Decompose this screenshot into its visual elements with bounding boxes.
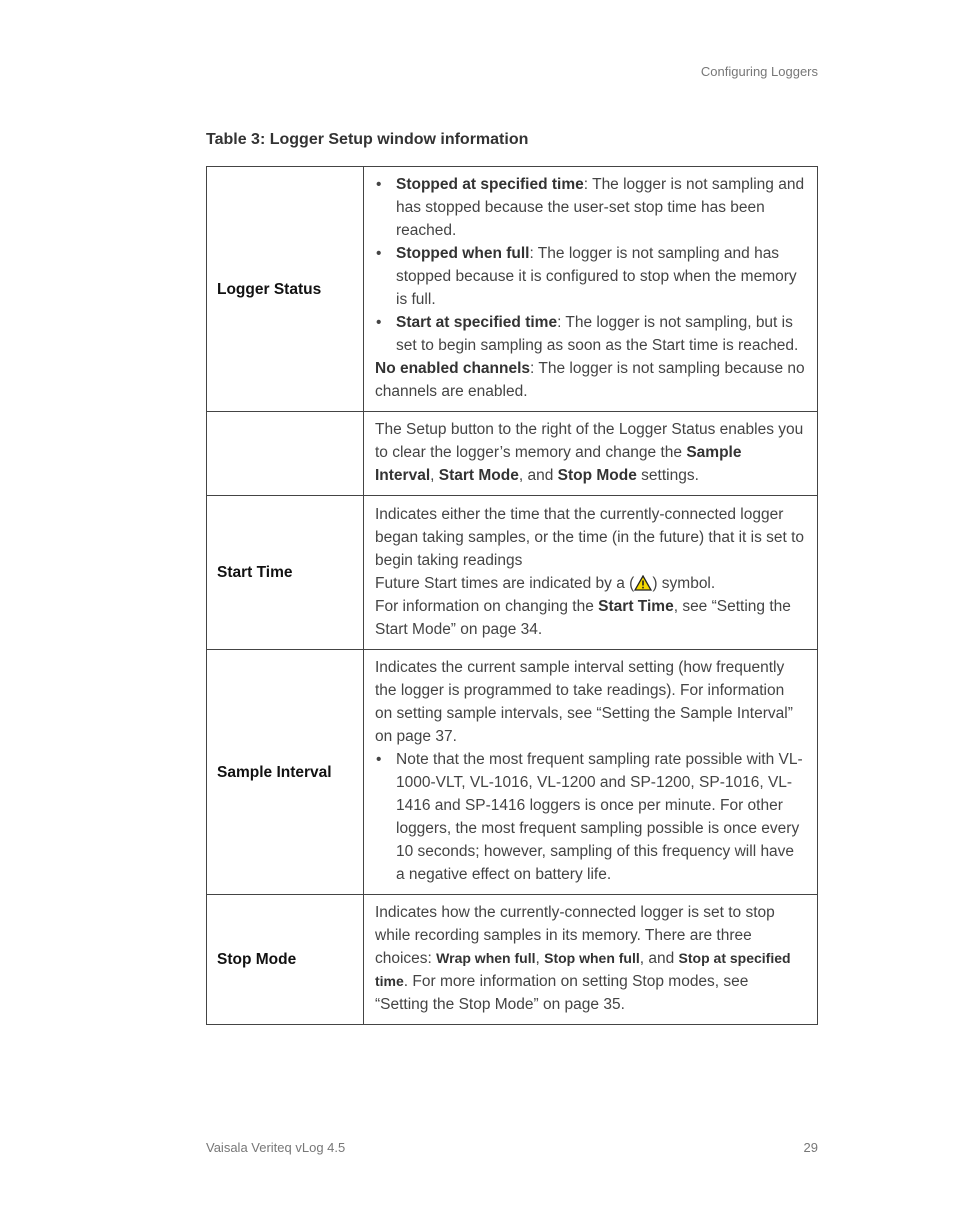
row-desc-logger-status: [364, 167, 818, 412]
row-label-stop-mode: Stop Mode: [207, 895, 364, 1025]
row-label-logger-status: Logger Status: [207, 167, 364, 412]
table-row: [207, 650, 818, 895]
logger-setup-table: [206, 166, 818, 1025]
footer-product: Vaisala Veriteq vLog 4.5: [206, 1140, 346, 1155]
page-number: 29: [803, 1140, 818, 1155]
table-row: [207, 496, 818, 650]
table-caption: Table 3: Logger Setup window information: [206, 131, 529, 148]
table-row: [207, 412, 818, 496]
warning-triangle-icon: [634, 575, 652, 591]
row-desc-stop-mode: Indicates how the currently-connected logger is set to stop while recording samples in its memory. There are three choices: Wrap when full, Stop when full, and Stop at specified time. For more information on setting Stop modes, see “Setting the Stop Mode” on page 35.: [364, 895, 818, 1025]
list-item: • Start at specified time: The logger is not sampling, but is set to begin sampling as soon as the Start time is reached.: [376, 314, 799, 354]
list-item: • Stopped when full: The logger is not sampling and has stopped because it is configured to stop when the memory is full.: [376, 245, 797, 308]
row-desc-setup: The Setup button to the right of the Logger Status enables you to clear the logger’s memory and change the Sample Interval, Start Mode, and Stop Mode settings.: [364, 412, 818, 496]
row-desc-start-time: [364, 496, 818, 650]
row-desc-sample-interval: [364, 650, 818, 895]
row-label-start-time: Start Time: [207, 496, 364, 650]
paragraph: Indicates the current sample interval setting (how frequently the logger is programmed to take readings). For information on setting sample intervals, see “Setting the Sample Interval” on page 37.: [375, 659, 793, 745]
list-item: • Note that the most frequent sampling rate possible with VL-1000-VLT, VL-1016, VL-1200 and SP-1200, SP-1016, VL-1416 and SP-1416 loggers is once per minute. For other loggers, the most frequent sampling possible is once every 10 seconds; however, sampling of this frequency will have a negative effect on battery life.: [376, 751, 803, 883]
running-header: Configuring Loggers: [700, 64, 818, 79]
paragraph: Indicates either the time that the currently-connected logger began taking samples, or the time (in the future) that it is set to begin taking readings: [375, 505, 805, 569]
table-row: [207, 167, 818, 412]
note-list: [375, 748, 805, 886]
paragraph: For information on changing the Start Time, see “Setting the Start Mode” on page 34.: [375, 597, 791, 638]
row-label-sample-interval: Sample Interval: [207, 650, 364, 895]
no-channels-note: No enabled channels: The logger is not sampling because no channels are enabled.: [375, 360, 805, 400]
future-start-note: Future Start times are indicated by a ( ) symbol.: [375, 574, 716, 592]
table-row: [207, 895, 818, 1025]
list-item: • Stopped at specified time: The logger is not sampling and has stopped because the user-set stop time has been reached.: [376, 176, 805, 239]
row-label-setup: [207, 412, 364, 496]
status-list: [375, 173, 805, 357]
